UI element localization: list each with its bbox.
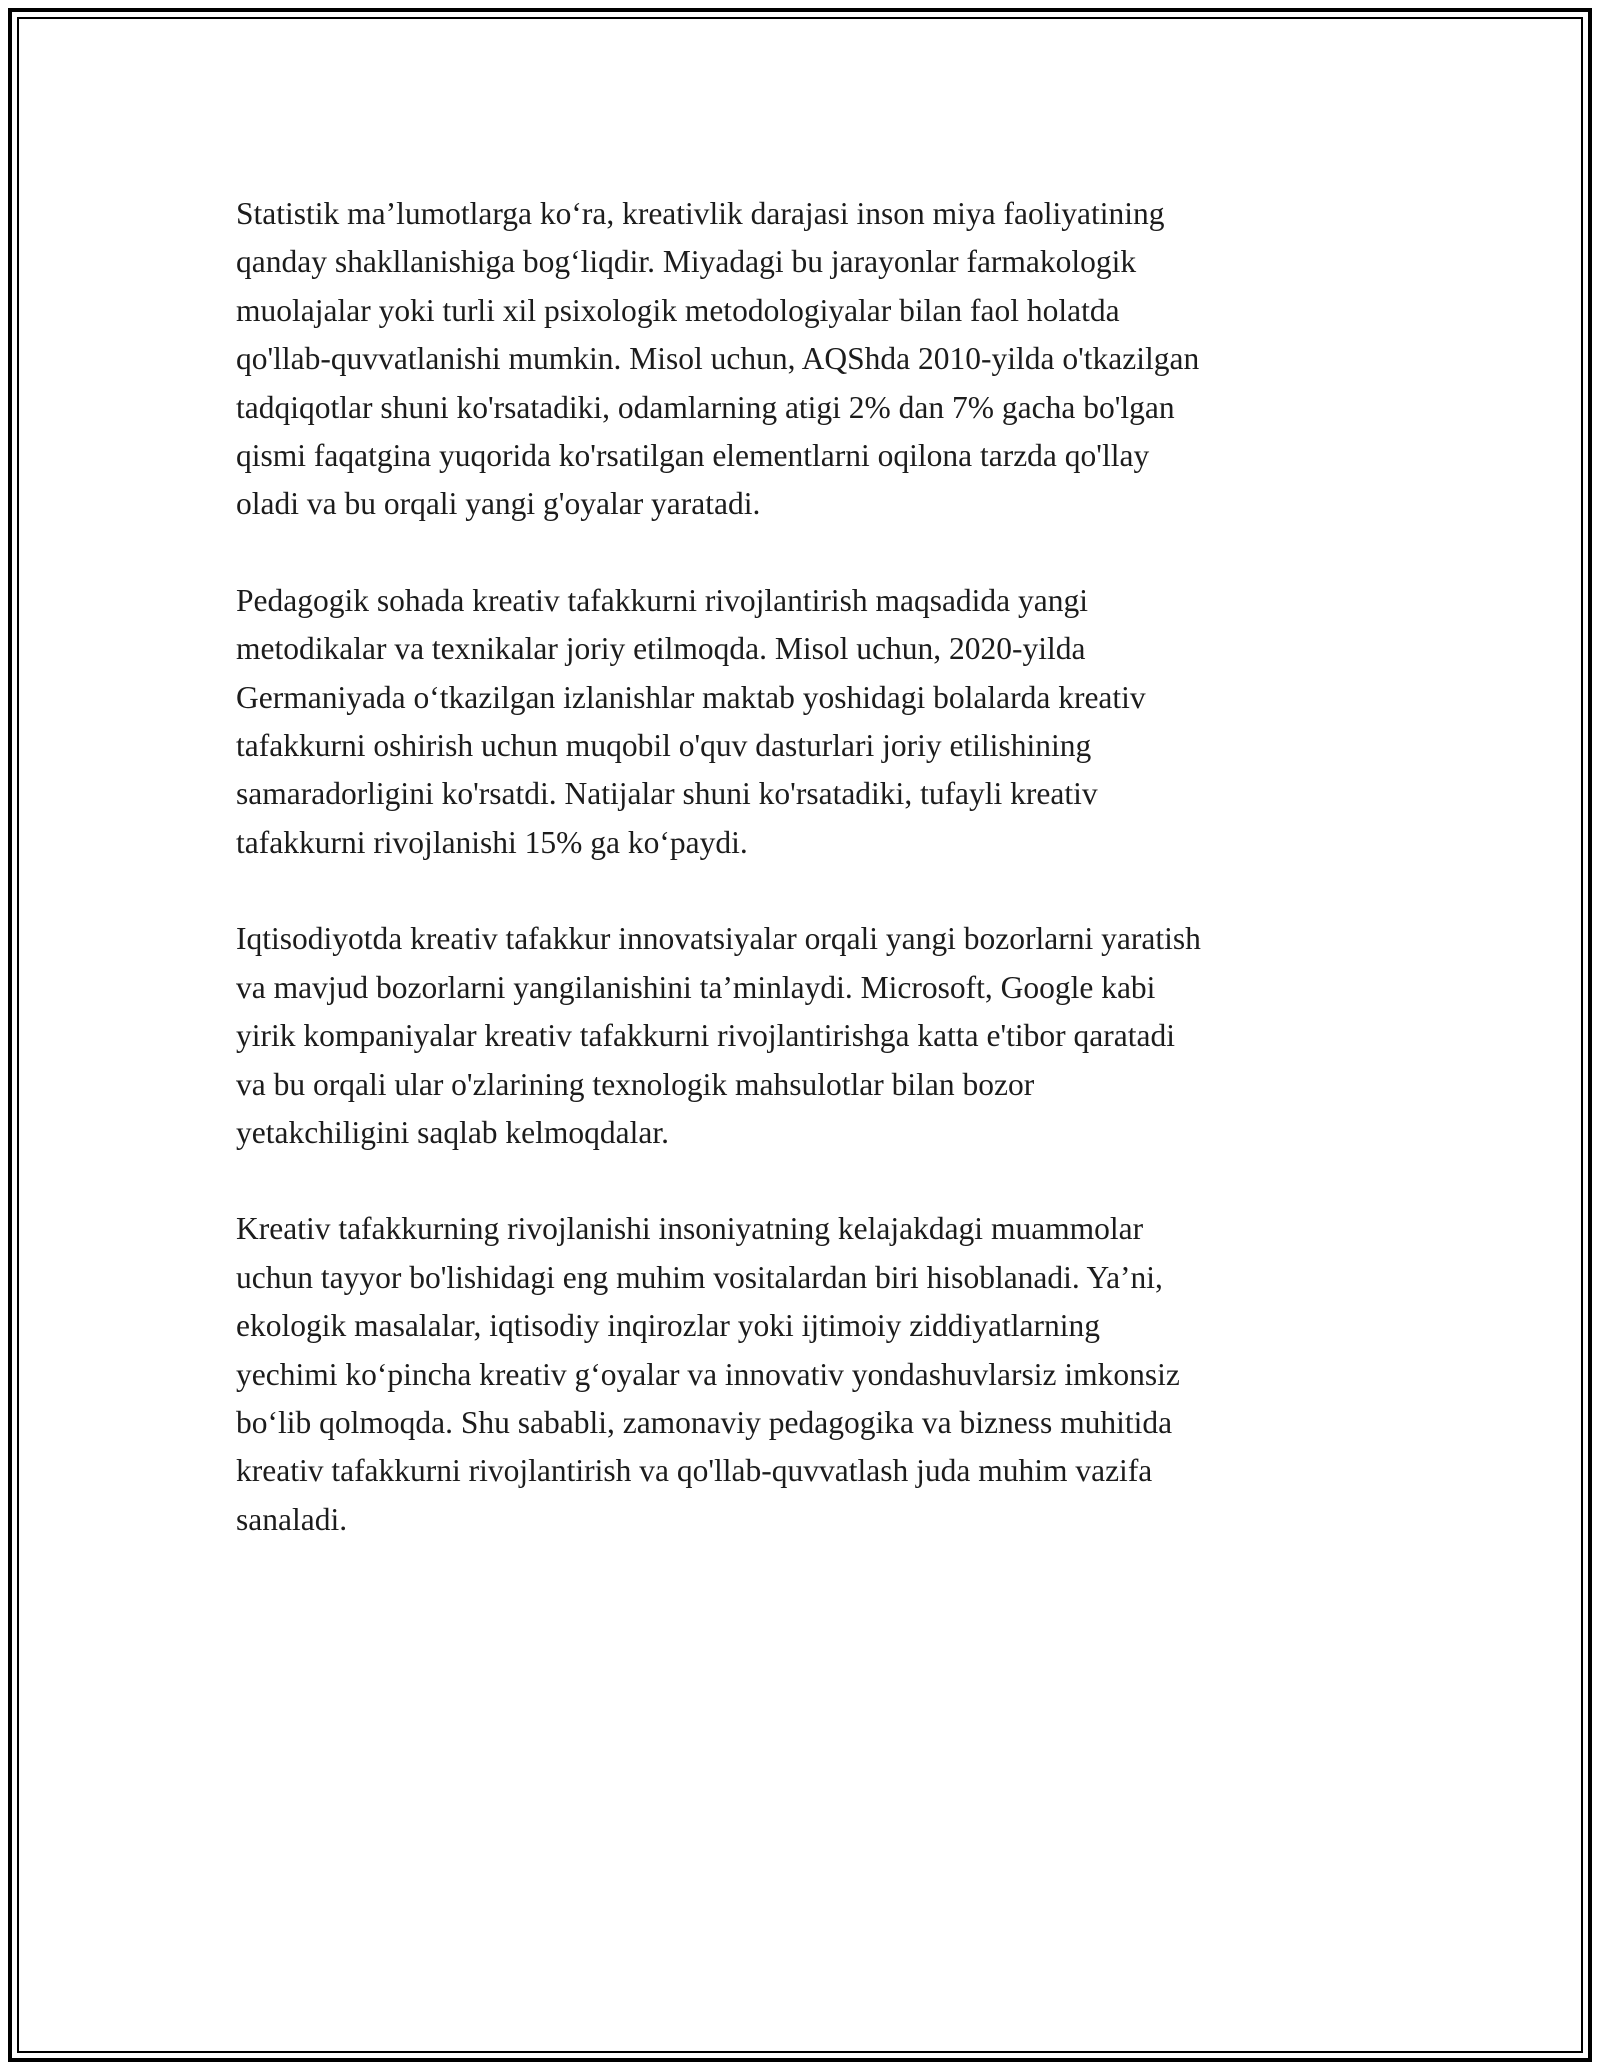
text-line: qismi faqatgina yuqorida ko'rsatilgan elementlarni oqilona tarzda qo'llay <box>236 438 1150 474</box>
text-line: kreativ tafakkurni rivojlantirish va qo'llab-quvvatlash juda muhim vazifa <box>236 1453 1153 1489</box>
paragraph-3 <box>236 915 1366 1157</box>
text-line: oladi va bu orqali yangi g'oyalar yaratadi. <box>236 486 761 522</box>
text-line: samaradorligini ko'rsatdi. Natijalar shuni ko'rsatadiki, tufayli kreativ <box>236 776 1098 812</box>
text-line: tadqiqotlar shuni ko'rsatadiki, odamlarning atigi 2% dan 7% gacha bo'lgan <box>236 389 1175 425</box>
text-line: muolajalar yoki turli xil psixologik metodologiyalar bilan faol holatda <box>236 292 1120 328</box>
text-line: yirik kompaniyalar kreativ tafakkurni rivojlantirishga katta e'tibor qaratadi <box>236 1018 1175 1054</box>
text-line: tafakkurni oshirish uchun muqobil o'quv dasturlari joriy etilishining <box>236 728 1092 764</box>
text-line: tafakkurni rivojlanishi 15% ga ko‘paydi. <box>236 824 748 860</box>
paragraph-1 <box>236 190 1366 529</box>
text-line: Pedagogik sohada kreativ tafakkurni rivojlantirish maqsadida yangi <box>236 582 1089 618</box>
text-line: ekologik masalalar, iqtisodiy inqirozlar yoki ijtimoiy ziddiyatlarning <box>236 1308 1100 1344</box>
text-line: va mavjud bozorlarni yangilanishini ta’minlaydi. Microsoft, Google kabi <box>236 969 1156 1005</box>
text-line: sanaladi. <box>236 1501 348 1537</box>
paragraph-4 <box>236 1205 1366 1544</box>
text-line: Kreativ tafakkurning rivojlanishi insoniyatning kelajakdagi muammolar <box>236 1211 1144 1247</box>
text-line: bo‘lib qolmoqda. Shu sababli, zamonaviy pedagogika va bizness muhitida <box>236 1404 1173 1440</box>
text-line: va bu orqali ular o'zlarining texnologik mahsulotlar bilan bozor <box>236 1066 1035 1102</box>
document-body <box>236 190 1366 1592</box>
paragraph-2 <box>236 577 1366 867</box>
text-line: yetakchiligini saqlab kelmoqdalar. <box>236 1114 670 1150</box>
text-line: qanday shakllanishiga bog‘liqdir. Miyadagi bu jarayonlar farmakologik <box>236 244 1137 280</box>
text-line: qo'llab-quvvatlanishi mumkin. Misol uchun, AQShda 2010-yilda o'tkazilgan <box>236 341 1200 377</box>
text-line: uchun tayyor bo'lishidagi eng muhim vositalardan biri hisoblanadi. Ya’ni, <box>236 1259 1163 1295</box>
text-line: Germaniyada o‘tkazilgan izlanishlar maktab yoshidagi bolalarda kreativ <box>236 679 1146 715</box>
text-line: metodikalar va texnikalar joriy etilmoqda. Misol uchun, 2020-yilda <box>236 631 1086 667</box>
text-line: Statistik ma’lumotlarga ko‘ra, kreativlik darajasi inson miya faoliyatining <box>236 196 1165 231</box>
text-line: Iqtisodiyotda kreativ tafakkur innovatsiyalar orqali yangi bozorlarni yaratish <box>236 921 1201 957</box>
text-line: yechimi ko‘pincha kreativ g‘oyalar va innovativ yondashuvlarsiz imkonsiz <box>236 1356 1180 1392</box>
